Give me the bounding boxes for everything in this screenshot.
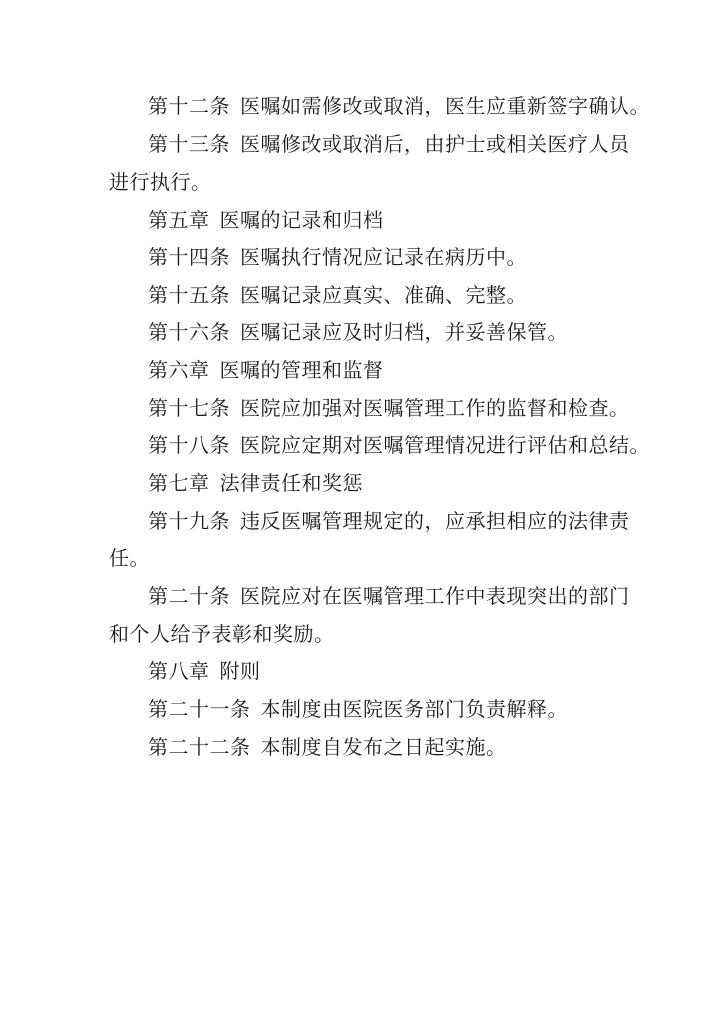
chapter-label: 第七章 — [148, 471, 210, 495]
article-label: 第二十一条 — [148, 697, 251, 721]
article-14 — [148, 245, 527, 269]
article-label: 第十五条 — [148, 283, 230, 307]
article-label: 第二十条 — [148, 584, 230, 608]
chapter-title: 医嘱的管理和监督 — [219, 358, 384, 382]
article-label: 第十九条 — [148, 509, 230, 533]
chapter-label: 第六章 — [148, 358, 210, 382]
chapter-label: 第五章 — [148, 208, 210, 232]
article-text: 和个人给予表彰和奖励。 — [109, 622, 335, 646]
article-13-continuation — [109, 170, 212, 194]
article-19-continuation — [109, 546, 150, 570]
article-13 — [148, 132, 630, 156]
article-15 — [148, 283, 527, 307]
article-text: 医嘱记录应真实、准确、完整。 — [240, 283, 527, 307]
article-label: 第十四条 — [148, 245, 230, 269]
article-21 — [148, 697, 568, 721]
article-text: 本制度由医院医务部门负责解释。 — [260, 697, 568, 721]
article-18 — [148, 433, 650, 457]
article-label: 第十六条 — [148, 320, 230, 344]
article-text: 医嘱记录应及时归档，并妥善保管。 — [240, 320, 568, 344]
article-text: 进行执行。 — [109, 170, 212, 194]
article-20-continuation — [109, 622, 335, 646]
article-text: 任。 — [109, 546, 150, 570]
article-label: 第十七条 — [148, 396, 230, 420]
article-20 — [148, 584, 630, 608]
article-22 — [148, 735, 507, 759]
chapter-5-heading — [148, 208, 384, 232]
chapter-label: 第八章 — [148, 659, 210, 683]
article-text: 医嘱如需修改或取消，医生应重新签字确认。 — [240, 94, 650, 118]
article-label: 第十八条 — [148, 433, 230, 457]
article-17 — [148, 396, 630, 420]
chapter-title: 附则 — [219, 659, 261, 683]
article-text: 医院应加强对医嘱管理工作的监督和检查。 — [240, 396, 630, 420]
article-12 — [148, 94, 650, 118]
article-text: 医院应对在医嘱管理工作中表现突出的部门 — [240, 584, 630, 608]
article-text: 违反医嘱管理规定的，应承担相应的法律责 — [240, 509, 630, 533]
article-19 — [148, 509, 630, 533]
article-16 — [148, 320, 568, 344]
chapter-6-heading — [148, 358, 384, 382]
article-text: 医院应定期对医嘱管理情况进行评估和总结。 — [240, 433, 650, 457]
article-text: 医嘱执行情况应记录在病历中。 — [240, 245, 527, 269]
article-text: 本制度自发布之日起实施。 — [260, 735, 507, 759]
chapter-8-heading — [148, 659, 261, 683]
chapter-title: 医嘱的记录和归档 — [219, 208, 384, 232]
article-label: 第十三条 — [148, 132, 230, 156]
chapter-7-heading — [148, 471, 363, 495]
article-label: 第十二条 — [148, 94, 230, 118]
article-label: 第二十二条 — [148, 735, 251, 759]
chapter-title: 法律责任和奖惩 — [219, 471, 363, 495]
article-text: 医嘱修改或取消后，由护士或相关医疗人员 — [240, 132, 630, 156]
